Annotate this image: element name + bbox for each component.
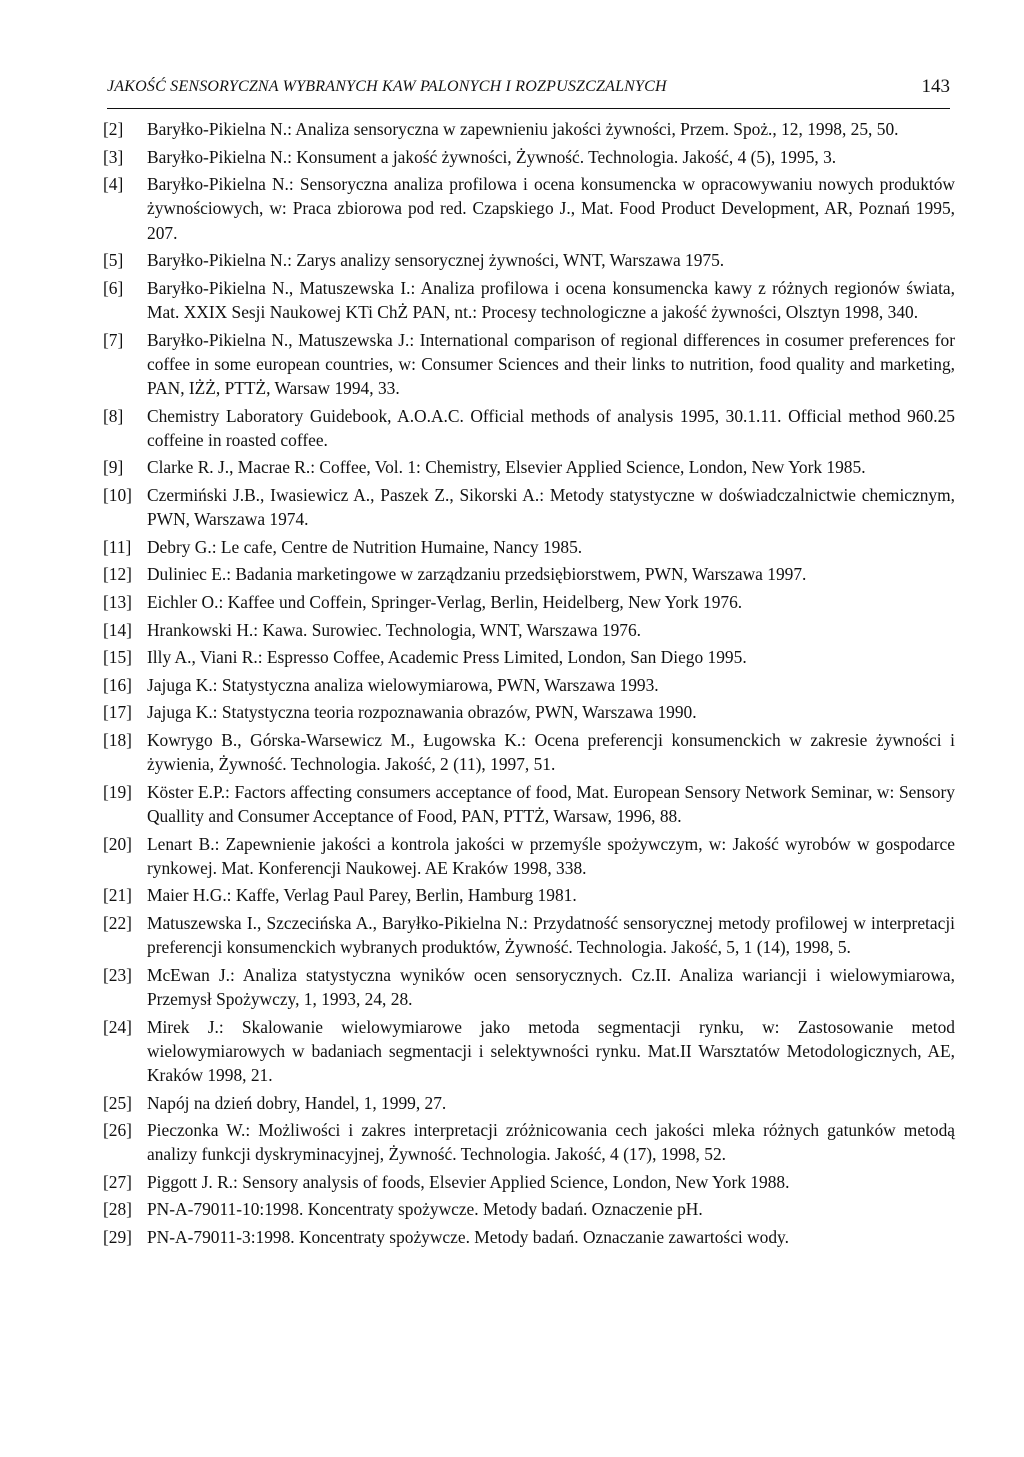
reference-number: [9] [103, 457, 124, 478]
reference-number: [12] [103, 564, 132, 585]
reference-item [103, 728, 955, 776]
reference-number: [4] [103, 174, 124, 195]
reference-item [103, 172, 955, 245]
reference-text: Clarke R. J., Macrae R.: Coffee, Vol. 1: Chemistry, Elsevier Applied Science, London, New York 1985. [147, 457, 866, 478]
reference-text: Baryłko-Pikielna N., Matuszewska J.: International comparison of regional differences in cosumer preferences for coffee in some european countries, w: Consumer Sciences and their links to nutrition, food quality and marketing, PAN, IŻŻ, PTTŻ, Warsaw 1994, 33. [147, 329, 955, 398]
reference-number: [16] [103, 674, 132, 695]
reference-text: Czermiński J.B., Iwasiewicz A., Paszek Z., Sikorski A.: Metody statystyczne w doświadczalnictwie chemicznym, PWN, Warszawa 1974. [147, 484, 955, 530]
reference-text: Baryłko-Pikielna N., Matuszewska I.: Analiza profilowa i ocena konsumencka kawy z różnych regionów świata, Mat. XXIX Sesji Naukowej KTi ChŻ PAN, nt.: Procesy technologiczne a jakość żywności, Olsztyn 1998, 340. [147, 277, 955, 322]
reference-number: [8] [103, 405, 124, 426]
reference-text: Jajuga K.: Statystyczna teoria rozpoznawania obrazów, PWN, Warszawa 1990. [147, 702, 697, 723]
reference-item [103, 483, 955, 531]
reference-item [103, 1170, 955, 1194]
reference-number: [18] [103, 729, 132, 750]
reference-text: Baryłko-Pikielna N.: Sensoryczna analiza profilowa i ocena konsumencka w opracowywaniu nowych produktów żywnościowych, w: Praca zbiorowa pod red. Czapskiego J., Mat. Food Product Development, AR, Poznań 1995, 207. [147, 174, 955, 243]
reference-text: Hrankowski H.: Kawa. Surowiec. Technologia, WNT, Warszawa 1976. [147, 619, 642, 640]
reference-number: [23] [103, 964, 132, 985]
reference-text: Maier H.G.: Kaffe, Verlag Paul Parey, Berlin, Hamburg 1981. [147, 885, 577, 906]
reference-item [103, 911, 955, 959]
reference-text: Kowrygo B., Górska-Warsewicz M., Ługowska K.: Ocena preferencji konsumenckich w zakresie żywności i żywienia, Żywność. Technologia. Jakość, 2 (11), 1997, 51. [147, 729, 955, 775]
reference-item [103, 145, 955, 169]
reference-number: [14] [103, 619, 132, 640]
reference-text: Lenart B.: Zapewnienie jakości a kontrola jakości w przemyśle spożywczym, w: Jakość wyrobów w gospodarce rynkowej. Mat. Konferencji Naukowej. AE Kraków 1998, 338. [147, 833, 955, 878]
reference-item [103, 645, 955, 669]
reference-number: [26] [103, 1120, 132, 1141]
reference-item [103, 328, 955, 401]
reference-text: Debry G.: Le cafe, Centre de Nutrition Humaine, Nancy 1985. [147, 536, 583, 557]
reference-text: Baryłko-Pikielna N.: Konsument a jakość żywności, Żywność. Technologia. Jakość, 4 (5), 1995, 3. [147, 146, 837, 167]
reference-number: [10] [103, 484, 132, 505]
reference-item [103, 780, 955, 828]
reference-text: Matuszewska I., Szczecińska A., Baryłko-Pikielna N.: Przydatność sensorycznej metody profilowej w interpretacji preferencji konsumenckich wybranych produktów, Żywność. Technologia. Jakość, 5, 1 (14), 1998, 5. [147, 912, 955, 958]
running-header-title: JAKOŚĆ SENSORYCZNA WYBRANYCH KAW PALONYCH I ROZPUSZCZALNYCH [107, 78, 667, 95]
reference-text: Baryłko-Pikielna N.: Zarys analizy sensorycznej żywności, WNT, Warszawa 1975. [147, 250, 725, 271]
reference-number: [21] [103, 885, 132, 906]
reference-item [103, 883, 955, 907]
reference-text: Piggott J. R.: Sensory analysis of foods, Elsevier Applied Science, London, New York 1988. [147, 1171, 790, 1192]
reference-text: McEwan J.: Analiza statystyczna wyników ocen sensorycznych. Cz.II. Analiza wariancji i wielowymiarowa, Przemysł Spożywczy, 1, 1993, 24, 28. [147, 964, 955, 1009]
reference-text: Mirek J.: Skalowanie wielowymiarowe jako metoda segmentacji rynku, w: Zastosowanie metod wielowymiarowych w badaniach segmentacji i selektywności rynku. Mat.II Warsztatów Metodologicznych, AE, Kraków 1998, 21. [147, 1016, 955, 1085]
reference-text: Jajuga K.: Statystyczna analiza wielowymiarowa, PWN, Warszawa 1993. [147, 674, 659, 695]
reference-item [103, 832, 955, 880]
reference-item [103, 535, 955, 559]
reference-item [103, 1118, 955, 1166]
reference-number: [13] [103, 591, 132, 612]
page-number: 143 [921, 76, 950, 97]
reference-text: PN-A-79011-3:1998. Koncentraty spożywcze. Metody badań. Oznaczanie zawartości wody. [147, 1227, 789, 1248]
reference-number: [27] [103, 1171, 132, 1192]
reference-number: [15] [103, 647, 132, 668]
reference-text: Chemistry Laboratory Guidebook, A.O.A.C. Official methods of analysis 1995, 30.1.11. Official method 960.25 coffeine in roasted coffee. [147, 405, 955, 450]
reference-item [103, 590, 955, 614]
reference-number: [29] [103, 1227, 132, 1248]
reference-number: [11] [103, 536, 132, 557]
reference-item [103, 1197, 955, 1221]
reference-number: [6] [103, 277, 124, 298]
reference-item [103, 963, 955, 1011]
reference-number: [22] [103, 912, 132, 933]
reference-number: [2] [103, 119, 124, 139]
reference-item [103, 562, 955, 586]
reference-text: Baryłko-Pikielna N.: Analiza sensoryczna w zapewnieniu jakości żywności, Przem. Spoż., 12, 1998, 25, 50. [147, 119, 899, 139]
reference-item [103, 673, 955, 697]
reference-number: [3] [103, 146, 124, 167]
reference-item [103, 618, 955, 642]
reference-text: Napój na dzień dobry, Handel, 1, 1999, 27. [147, 1092, 447, 1113]
running-header [107, 74, 950, 109]
reference-item [103, 1225, 955, 1249]
reference-number: [20] [103, 833, 132, 854]
reference-list [103, 117, 955, 1253]
reference-number: [7] [103, 329, 124, 350]
reference-text: Illy A., Viani R.: Espresso Coffee, Academic Press Limited, London, San Diego 1995. [147, 647, 747, 668]
reference-text: PN-A-79011-10:1998. Koncentraty spożywcze. Metody badań. Oznaczenie pH. [147, 1199, 703, 1220]
reference-item [103, 248, 955, 272]
reference-item [103, 276, 955, 324]
reference-number: [19] [103, 781, 132, 802]
reference-text: Eichler O.: Kaffee und Coffein, Springer-Verlag, Berlin, Heidelberg, New York 1976. [147, 591, 743, 612]
reference-item [103, 404, 955, 452]
reference-number: [25] [103, 1092, 132, 1113]
reference-text: Pieczonka W.: Możliwości i zakres interpretacji zróżnicowania cech jakości mleka różnych gatunków metodą analizy funkcji dyskryminacyjnej, Żywność. Technologia. Jakość, 4 (17), 1998, 52. [147, 1120, 955, 1165]
reference-number: [17] [103, 702, 132, 723]
reference-item [103, 700, 955, 724]
reference-item [103, 117, 955, 141]
reference-number: [5] [103, 250, 124, 271]
reference-number: [28] [103, 1199, 132, 1220]
reference-item [103, 1091, 955, 1115]
reference-text: Duliniec E.: Badania marketingowe w zarządzaniu przedsiębiorstwem, PWN, Warszawa 1997. [147, 564, 807, 585]
reference-item [103, 1015, 955, 1088]
reference-number: [24] [103, 1016, 132, 1037]
reference-item [103, 455, 955, 479]
reference-text: Köster E.P.: Factors affecting consumers acceptance of food, Mat. European Sensory Network Seminar, w: Sensory Quallity and Consumer Acceptance of Food, PAN, PTTŻ, Warsaw, 1996, 88. [147, 781, 955, 826]
